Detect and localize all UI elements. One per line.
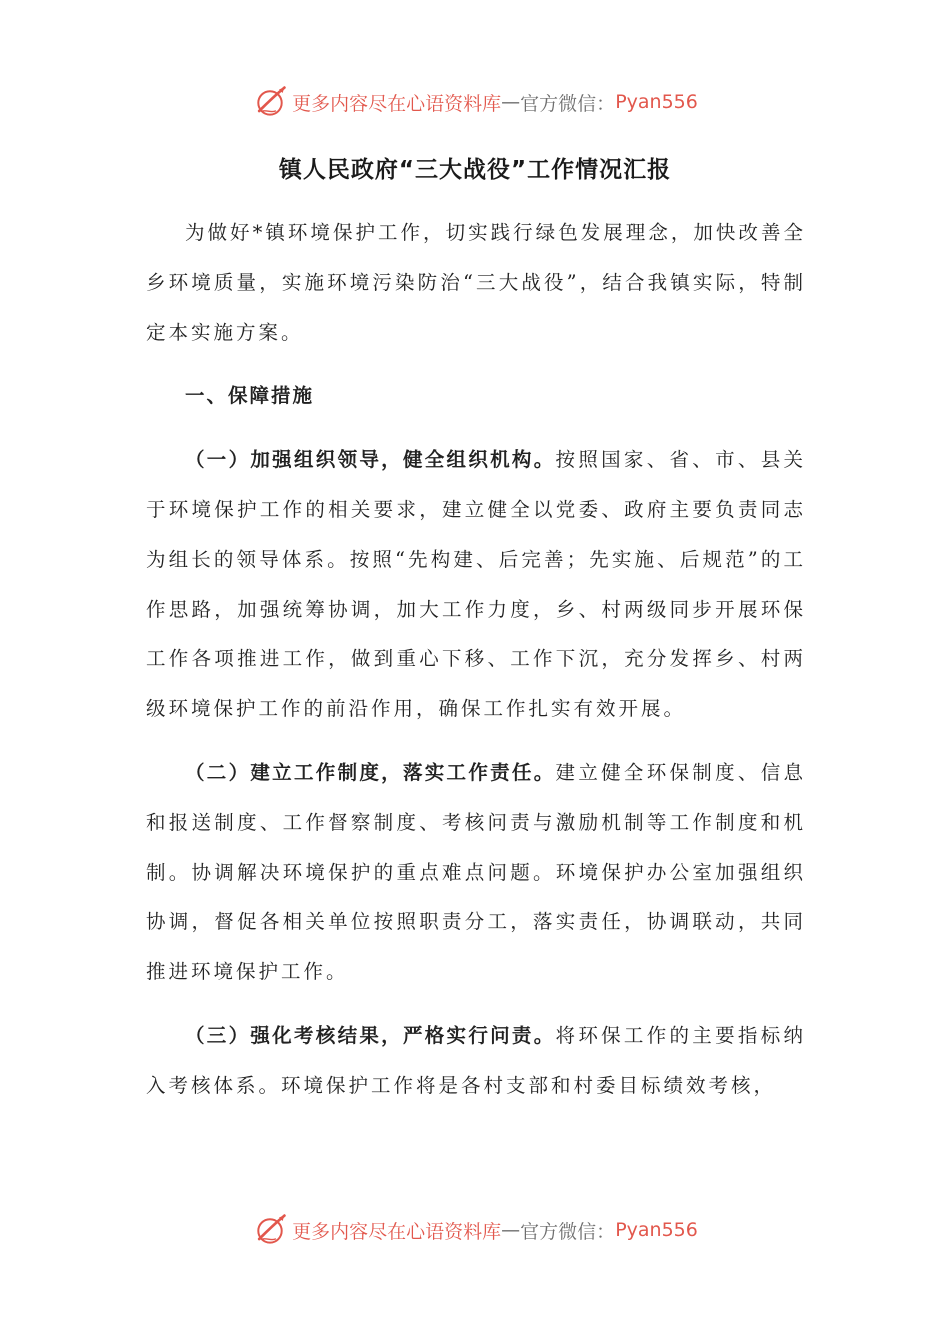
- measure-lead-1: （一）加强组织领导，健全组织机构。: [185, 448, 556, 472]
- measure-paragraph-2: [146, 748, 806, 997]
- watermark-wechat-label: 官方微信：: [520, 92, 616, 115]
- watermark-dash: —: [501, 91, 521, 113]
- watermark-wechat-id: Pyan556: [615, 91, 698, 113]
- intro-paragraph: 为做好*镇环境保护工作，切实践行绿色发展理念，加快改善全乡环境质量，实施环境污染防治“三大战役”，结合我镇实际，特制定本实施方案。: [146, 221, 806, 344]
- measure-body-3: 将环保工作的主要指标纳入考核体系。环境保护工作将是各村支部和村委目标绩效考核，: [146, 1023, 806, 1097]
- measure-lead-3: （三）强化考核结果，严格实行问责。: [185, 1023, 556, 1047]
- watermark-wechat-label: 官方微信：: [520, 1220, 616, 1243]
- measure-lead-2: （二）建立工作制度，落实工作责任。: [185, 760, 556, 784]
- watermark-text: [292, 1217, 698, 1244]
- watermark-footer: [0, 1208, 950, 1252]
- pen-logo-icon: [252, 1212, 288, 1248]
- watermark-wechat-id: Pyan556: [615, 1219, 698, 1241]
- watermark-header: [0, 80, 950, 124]
- measure-body-2: 建立健全环保制度、信息和报送制度、工作督察制度、考核问责与激励机制等工作制度和机制。协调解决环境保护的重点难点问题。环境保护办公室加强组织协调，督促各相关单位按照职责分工，落实责任，协调联动，共同推进环境保护工作。: [146, 760, 806, 984]
- watermark-dash: —: [501, 1219, 521, 1241]
- watermark-text: [292, 89, 698, 116]
- measure-paragraph-3: [146, 1011, 806, 1111]
- watermark-brand: 更多内容尽在心语资料库: [292, 92, 502, 115]
- watermark-brand: 更多内容尽在心语资料库: [292, 1220, 502, 1243]
- pen-logo-icon: [252, 84, 288, 120]
- measure-paragraph-1: [146, 435, 806, 734]
- section-heading: 一、保障措施: [185, 384, 315, 408]
- measure-body-1: 按照国家、省、市、县关于环境保护工作的相关要求，建立健全以党委、政府主要负责同志为组长的领导体系。按照“先构建、后完善；先实施、后规范”的工作思路，加强统筹协调，加大工作力度，乡、村两级同步开展环保工作各项推进工作，做到重心下移、工作下沉，充分发挥乡、村两级环境保护工作的前沿作用，确保工作扎实有效开展。: [146, 448, 806, 721]
- document-title: 镇人民政府“三大战役”工作情况汇报: [278, 157, 672, 183]
- document-body: [146, 208, 806, 1125]
